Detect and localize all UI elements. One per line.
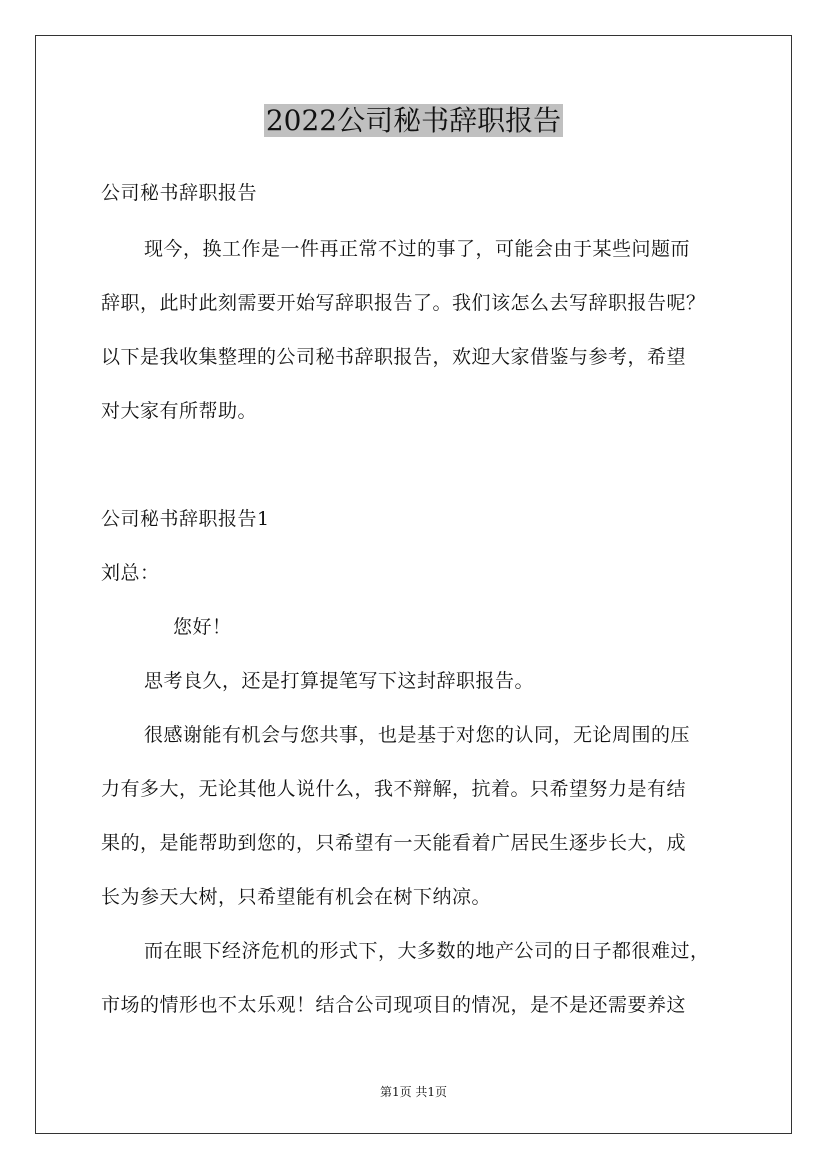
body-line-5: 长为参天大树，只希望能有机会在树下纳凉。 (101, 886, 492, 908)
intro-line-3: 以下是我收集整理的公司秘书辞职报告，欢迎大家借鉴与参考，希望 (101, 346, 687, 368)
body-line-4: 果的，是能帮助到您的，只希望有一天能看着广居民生逐步长大，成 (101, 832, 687, 854)
salutation: 刘总： (101, 562, 160, 584)
body-line-7: 市场的情形也不太乐观！结合公司现项目的情况，是不是还需要养这 (101, 994, 687, 1016)
intro-line-2: 辞职，此时此刻需要开始写辞职报告了。我们该怎么去写辞职报告呢？ (101, 292, 706, 314)
report-heading: 公司秘书辞职报告1 (101, 508, 270, 530)
page-footer: 第1页 共1页 (379, 1085, 448, 1099)
body-line-2: 很感谢能有机会与您共事，也是基于对您的认同，无论周围的压 (144, 724, 691, 746)
intro-line-1: 现今，换工作是一件再正常不过的事了，可能会由于某些问题而 (144, 238, 691, 260)
body-line-3: 力有多大，无论其他人说什么，我不辩解，抗着。只希望努力是有结 (101, 778, 687, 800)
intro-line-4: 对大家有所帮助。 (101, 400, 258, 422)
body-line-1: 思考良久，还是打算提笔写下这封辞职报告。 (144, 670, 535, 692)
body-line-6: 而在眼下经济危机的形式下，大多数的地产公司的日子都很难过， (144, 940, 710, 962)
section-heading: 公司秘书辞职报告 (101, 182, 258, 204)
document-title (0, 100, 827, 142)
document-title-text: 2022公司秘书辞职报告 (265, 104, 562, 137)
greeting: 您好！ (173, 616, 232, 638)
